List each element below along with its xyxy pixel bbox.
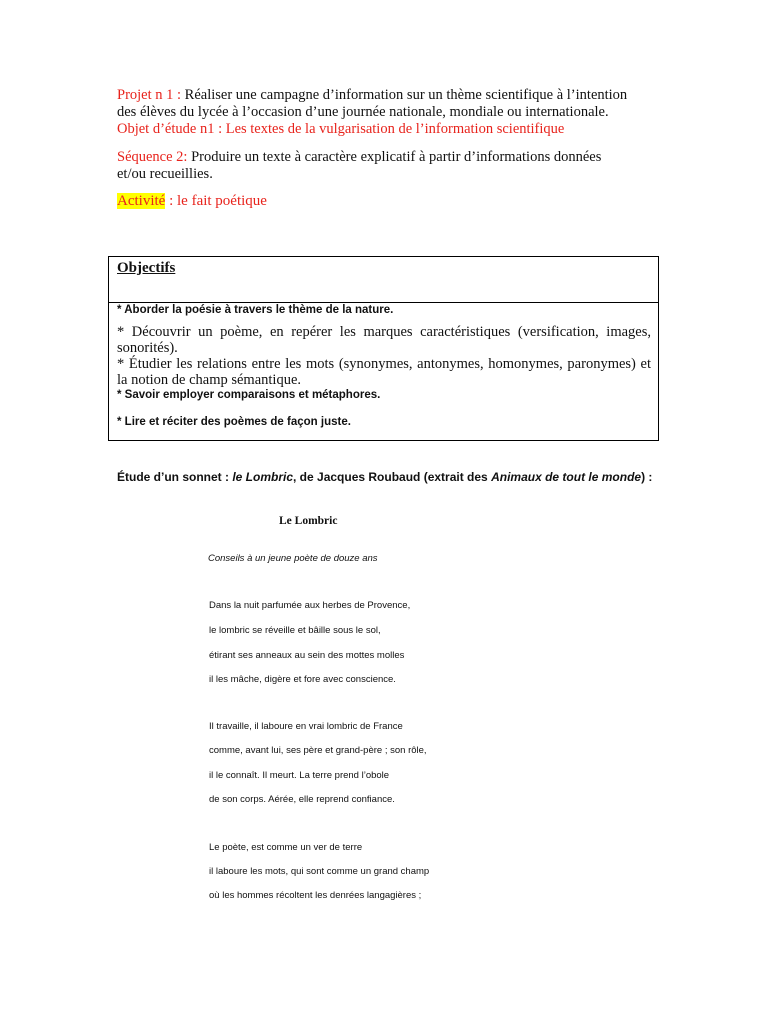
objectif-item: * Savoir employer comparaisons et métaphores. — [117, 389, 381, 401]
objectif-item: * Étudier les relations entre les mots (synonymes, antonymes, homonymes, paronymes) et la notion de champ sémantique. — [117, 356, 651, 388]
objectif-item: * Lire et réciter des poèmes de façon juste. — [117, 416, 351, 428]
sequence-text-2: et/ou recueillies. — [117, 166, 213, 182]
projet-text-2: des élèves du lycée à l’occasion d’une journée nationale, mondiale ou internationale. — [117, 104, 609, 120]
poem-line: Il travaille, il laboure en vrai lombric de France — [209, 721, 403, 732]
objectifs-box — [108, 256, 659, 441]
poem-line: étirant ses anneaux au sein des mottes molles — [209, 650, 405, 661]
header-block — [117, 87, 662, 210]
objectifs-list — [117, 301, 651, 430]
poem-line: comme, avant lui, ses père et grand-père ; son rôle, — [209, 745, 427, 756]
poem-title: Le Lombric — [279, 515, 338, 527]
objectifs-title: Objectifs — [117, 260, 176, 276]
objectif-item: * Découvrir un poème, en repérer les marques caractéristiques (versification, images, sonorités). — [117, 324, 651, 356]
poem-line: il les mâche, digère et fore avec conscience. — [209, 674, 396, 685]
poem-line: le lombric se réveille et bâille sous le sol, — [209, 625, 381, 636]
projet-text-1: Réaliser une campagne d’information sur un thème scientifique à l’intention — [184, 87, 628, 103]
etude-prefix: Étude d’un sonnet : — [117, 470, 233, 484]
poem-line: Le poète, est comme un ver de terre — [209, 842, 363, 853]
objectif-item: * Aborder la poésie à travers le thème de la nature. — [117, 304, 394, 316]
activite-label: Activité — [117, 193, 166, 209]
poem-line: Dans la nuit parfumée aux herbes de Provence, — [209, 600, 411, 611]
etude-book: Animaux de tout le monde — [491, 470, 642, 484]
sequence-line — [117, 149, 662, 183]
poem-line: de son corps. Aérée, elle reprend confiance. — [209, 794, 395, 805]
activite-line — [117, 193, 662, 210]
poem-line: il le connaît. Il meurt. La terre prend l’obole — [209, 770, 390, 781]
poem-line: où les hommes récoltent les denrées langagières ; — [209, 890, 422, 901]
objet-etude: Objet d’étude n1 : Les textes de la vulgarisation de l’information scientifique — [117, 121, 565, 137]
sequence-label: Séquence 2: — [117, 149, 192, 165]
activite-text: : le fait poétique — [165, 193, 267, 209]
etude-middle: , de Jacques Roubaud (extrait des — [293, 470, 492, 484]
etude-poem-ref: le Lombric — [232, 470, 294, 484]
poem-dedicace: Conseils à un jeune poète de douze ans — [208, 553, 378, 564]
projet-label: Projet n 1 : — [117, 87, 185, 103]
etude-heading — [117, 470, 652, 484]
sequence-text-1: Produire un texte à caractère explicatif à partir d’informations données — [191, 149, 602, 165]
poem-line: il laboure les mots, qui sont comme un grand champ — [209, 866, 430, 877]
projet-line — [117, 87, 662, 138]
etude-suffix: ) : — [641, 470, 653, 484]
